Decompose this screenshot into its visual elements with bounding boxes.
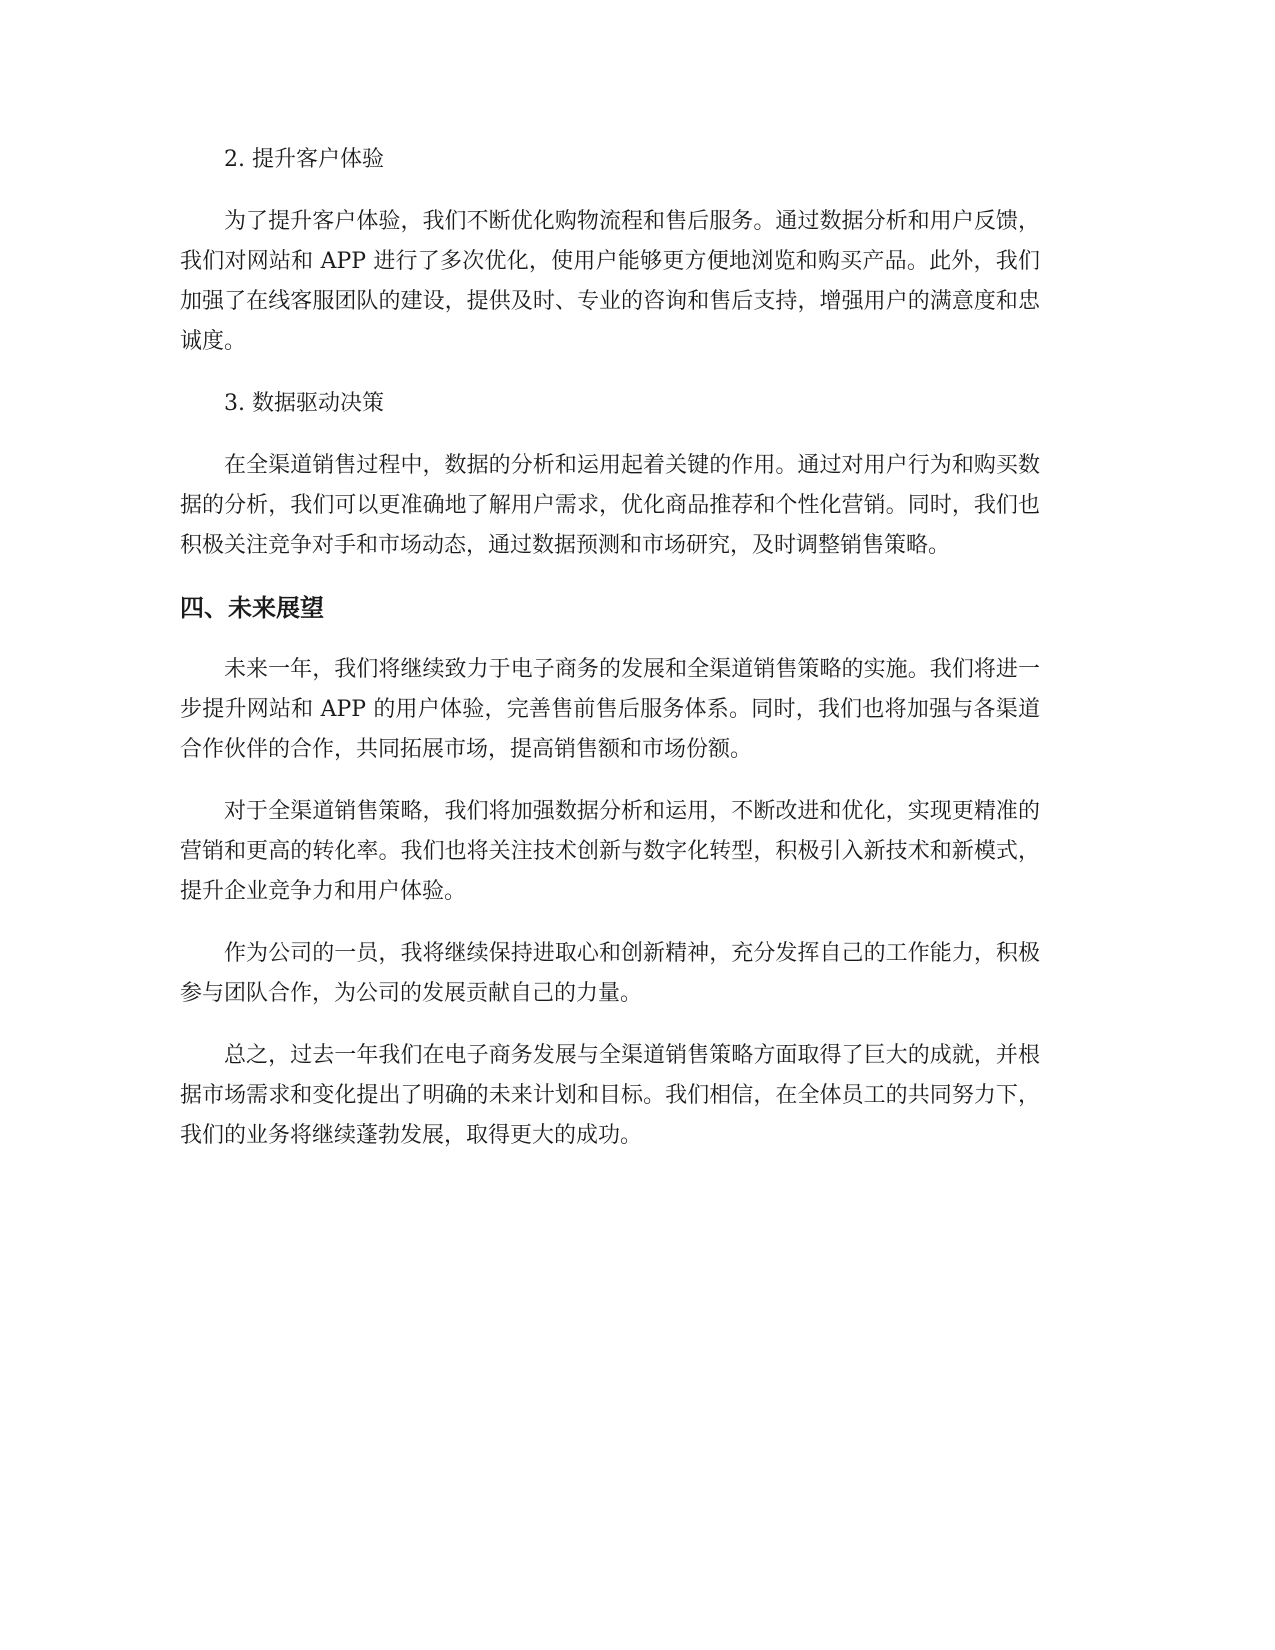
- paragraph-customer-experience: 为了提升客户体验，我们不断优化购物流程和售后服务。通过数据分析和用户反馈，我们对网站和 APP 进行了多次优化，使用户能够更方便地浏览和购买产品。此外，我们加强了在线客服团队的建设，提供及时、专业的咨询和售后支持，增强用户的满意度和忠诚度。: [180, 209, 1040, 354]
- section-heading-future-outlook: 四、未来展望: [180, 594, 324, 622]
- paragraph-data-driven: 在全渠道销售过程中，数据的分析和运用起着关键的作用。通过对用户行为和购买数据的分析，我们可以更准确地了解用户需求，优化商品推荐和个性化营销。同时，我们也积极关注竞争对手和市场动态，通过数据预测和市场研究，及时调整销售策略。: [180, 453, 1040, 558]
- paragraph-future-plan: 未来一年，我们将继续致力于电子商务的发展和全渠道销售策略的实施。我们将进一步提升网站和 APP 的用户体验，完善售前售后服务体系。同时，我们也将加强与各渠道合作伙伴的合作，共同拓展市场，提高销售额和市场份额。: [180, 657, 1040, 762]
- paragraph-omnichannel-strategy: 对于全渠道销售策略，我们将加强数据分析和运用，不断改进和优化，实现更精准的营销和更高的转化率。我们也将关注技术创新与数字化转型，积极引入新技术和新模式，提升企业竞争力和用户体验。: [180, 799, 1040, 904]
- subsection-title-data-driven: 3. 数据驱动决策: [224, 391, 384, 416]
- document-page: [180, 140, 1040, 1178]
- paragraph-personal-commitment: 作为公司的一员，我将继续保持进取心和创新精神，充分发挥自己的工作能力，积极参与团队合作，为公司的发展贡献自己的力量。: [180, 941, 1040, 1006]
- paragraph-conclusion: 总之，过去一年我们在电子商务发展与全渠道销售策略方面取得了巨大的成就，并根据市场需求和变化提出了明确的未来计划和目标。我们相信，在全体员工的共同努力下，我们的业务将继续蓬勃发展，取得更大的成功。: [180, 1043, 1040, 1148]
- subsection-title-customer-experience: 2. 提升客户体验: [224, 147, 384, 172]
